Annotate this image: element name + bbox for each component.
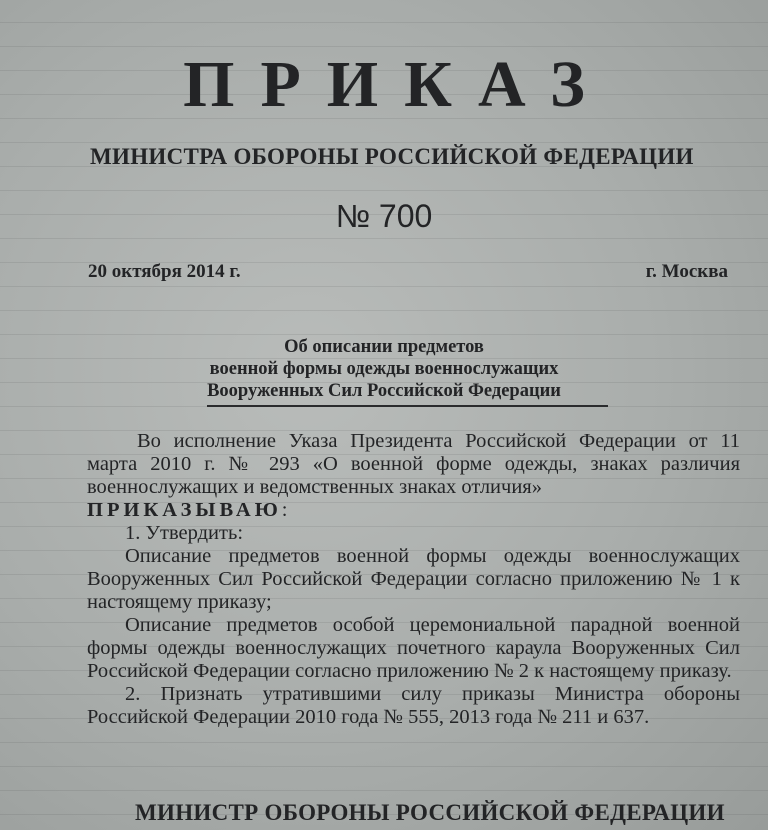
order-city: г. Москва [645,261,728,282]
document-title: ПРИКАЗ [183,48,611,121]
item-1-b: Описание предметов особой церемониальной парадной военной формы одежды военнослужащих почетного караула Вооруженных Сил Российской Федерации согласно приложению № 2 к настоящему приказу. [87,614,740,682]
item-1: 1. Утвердить: [125,522,244,544]
subject-underline [207,405,608,407]
order-subject [0,336,768,402]
subject-line: Вооруженных Сил Российской Федерации [207,381,561,401]
order-word: ПРИКАЗЫВАЮ [87,499,282,521]
preamble-paragraph: Во исполнение Указа Президента Российской Федерации от 11 марта 2010 г. № 293 «О военной форме одежды, знаках различия военнослужащих и ведомственных знаках отличия» [87,430,740,498]
order-number: № 700 [335,198,433,234]
signature-heading: МИНИСТР ОБОРОНЫ РОССИЙСКОЙ ФЕДЕРАЦИИ [135,800,725,825]
subject-line: военной формы одежды военнослужащих [209,359,559,379]
item-1-a: Описание предметов военной формы одежды военнослужащих Вооруженных Сил Российской Федерации согласно приложению № 1 к настоящему приказу; [87,545,740,613]
order-directive [87,499,740,522]
order-body [87,430,740,729]
order-date: 20 октября 2014 г. [88,261,241,282]
item-2: 2. Признать утратившими силу приказы Министра обороны Российской Федерации 2010 года № 555, 2013 года № 211 и 637. [87,683,740,728]
issuer-heading: МИНИСТРА ОБОРОНЫ РОССИЙСКОЙ ФЕДЕРАЦИИ [90,144,694,169]
order-colon: : [281,499,288,521]
subject-line: Об описании предметов [284,337,484,357]
